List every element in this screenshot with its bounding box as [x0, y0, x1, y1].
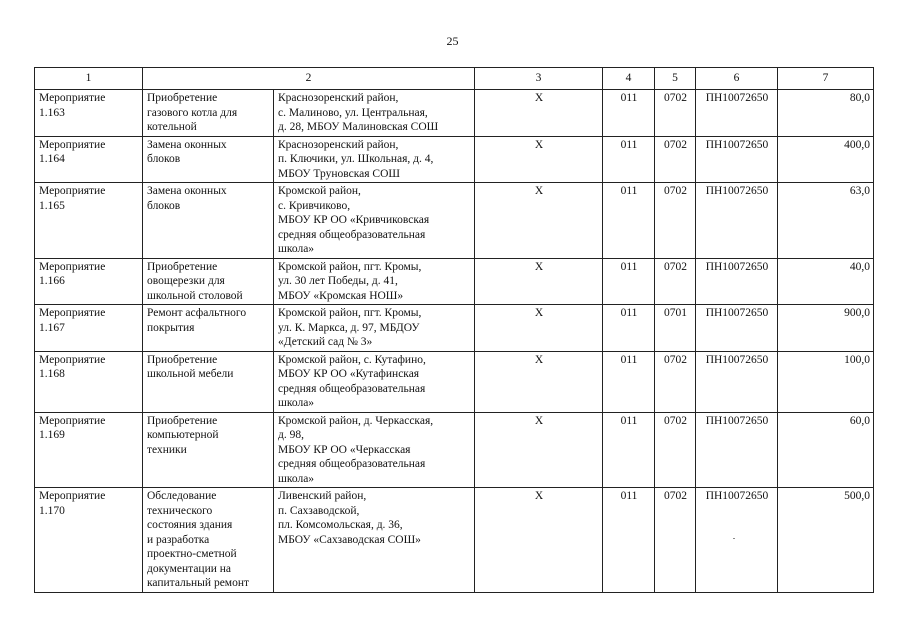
- code-cell: 0701: [655, 305, 696, 352]
- code-cell: ПН10072650: [696, 90, 778, 137]
- event-cell: Мероприятие 1.169: [35, 412, 143, 488]
- code-cell: ПН10072650: [696, 305, 778, 352]
- action-cell: Замена оконных блоков: [143, 136, 274, 183]
- table-row: [35, 351, 874, 412]
- event-cell: Мероприятие 1.165: [35, 183, 143, 259]
- amount-cell: 80,0: [778, 90, 874, 137]
- scan-speck: [733, 538, 735, 539]
- code-cell: ПН10072650: [696, 183, 778, 259]
- mark-cell: X: [475, 305, 603, 352]
- code-cell: 011: [603, 136, 655, 183]
- mark-cell: X: [475, 351, 603, 412]
- event-cell: Мероприятие 1.163: [35, 90, 143, 137]
- location-cell: Кромской район, с. Кривчиково, МБОУ КР ОО «Кривчиковская средняя общеобразовательная школа»: [274, 183, 475, 259]
- amount-cell: 63,0: [778, 183, 874, 259]
- code-cell: ПН10072650: [696, 258, 778, 305]
- action-cell: Приобретение газового котла для котельной: [143, 90, 274, 137]
- code-cell: 011: [603, 183, 655, 259]
- code-cell: ПН10072650: [696, 412, 778, 488]
- mark-cell: X: [475, 183, 603, 259]
- code-cell: ПН10072650: [696, 488, 778, 593]
- mark-cell: X: [475, 136, 603, 183]
- event-cell: Мероприятие 1.166: [35, 258, 143, 305]
- amount-cell: 60,0: [778, 412, 874, 488]
- action-cell: Обследование технического состояния здания и разработка проектно-сметной документации на капитальный ремонт: [143, 488, 274, 593]
- location-cell: Кромской район, пгт. Кромы, ул. 30 лет Победы, д. 41, МБОУ «Кромская НОШ»: [274, 258, 475, 305]
- code-cell: ПН10072650: [696, 136, 778, 183]
- location-cell: Ливенский район, п. Сахзаводской, пл. Комсомольская, д. 36, МБОУ «Сахзаводская СОШ»: [274, 488, 475, 593]
- action-cell: Замена оконных блоков: [143, 183, 274, 259]
- event-cell: Мероприятие 1.170: [35, 488, 143, 593]
- amount-cell: 40,0: [778, 258, 874, 305]
- table-row: [35, 488, 874, 593]
- table-row: [35, 183, 874, 259]
- amount-cell: 400,0: [778, 136, 874, 183]
- amount-cell: 500,0: [778, 488, 874, 593]
- table-row: [35, 136, 874, 183]
- table-row: [35, 412, 874, 488]
- column-header: 2: [143, 68, 475, 90]
- budget-table: [34, 67, 874, 593]
- code-cell: ПН10072650: [696, 351, 778, 412]
- column-header: 4: [603, 68, 655, 90]
- table-row: [35, 258, 874, 305]
- event-cell: Мероприятие 1.164: [35, 136, 143, 183]
- code-cell: 0702: [655, 258, 696, 305]
- event-cell: Мероприятие 1.168: [35, 351, 143, 412]
- code-cell: 011: [603, 412, 655, 488]
- code-cell: 0702: [655, 412, 696, 488]
- mark-cell: X: [475, 412, 603, 488]
- action-cell: Приобретение овощерезки для школьной столовой: [143, 258, 274, 305]
- action-cell: Приобретение школьной мебели: [143, 351, 274, 412]
- table-row: [35, 90, 874, 137]
- column-number-row: [35, 68, 874, 90]
- column-header: 6: [696, 68, 778, 90]
- action-cell: Приобретение компьютерной техники: [143, 412, 274, 488]
- code-cell: 011: [603, 90, 655, 137]
- code-cell: 011: [603, 258, 655, 305]
- column-header: 1: [35, 68, 143, 90]
- code-cell: 011: [603, 488, 655, 593]
- mark-cell: X: [475, 90, 603, 137]
- column-header: 7: [778, 68, 874, 90]
- amount-cell: 100,0: [778, 351, 874, 412]
- column-header: 5: [655, 68, 696, 90]
- code-cell: 0702: [655, 488, 696, 593]
- location-cell: Краснозоренский район, п. Ключики, ул. Школьная, д. 4, МБОУ Труновская СОШ: [274, 136, 475, 183]
- amount-cell: 900,0: [778, 305, 874, 352]
- action-cell: Ремонт асфальтного покрытия: [143, 305, 274, 352]
- page-number: 25: [446, 34, 459, 48]
- location-cell: Кромской район, с. Кутафино, МБОУ КР ОО «Кутафинская средняя общеобразовательная школа»: [274, 351, 475, 412]
- column-header: 3: [475, 68, 603, 90]
- mark-cell: X: [475, 258, 603, 305]
- code-cell: 0702: [655, 183, 696, 259]
- code-cell: 011: [603, 305, 655, 352]
- code-cell: 0702: [655, 351, 696, 412]
- location-cell: Кромской район, пгт. Кромы, ул. К. Маркса, д. 97, МБДОУ «Детский сад № 3»: [274, 305, 475, 352]
- table-body: [35, 90, 874, 593]
- code-cell: 0702: [655, 90, 696, 137]
- code-cell: 011: [603, 351, 655, 412]
- location-cell: Кромской район, д. Черкасская, д. 98, МБОУ КР ОО «Черкасская средняя общеобразовательная школа»: [274, 412, 475, 488]
- code-cell: 0702: [655, 136, 696, 183]
- event-cell: Мероприятие 1.167: [35, 305, 143, 352]
- mark-cell: X: [475, 488, 603, 593]
- location-cell: Краснозоренский район, с. Малиново, ул. Центральная, д. 28, МБОУ Малиновская СОШ: [274, 90, 475, 137]
- table-row: [35, 305, 874, 352]
